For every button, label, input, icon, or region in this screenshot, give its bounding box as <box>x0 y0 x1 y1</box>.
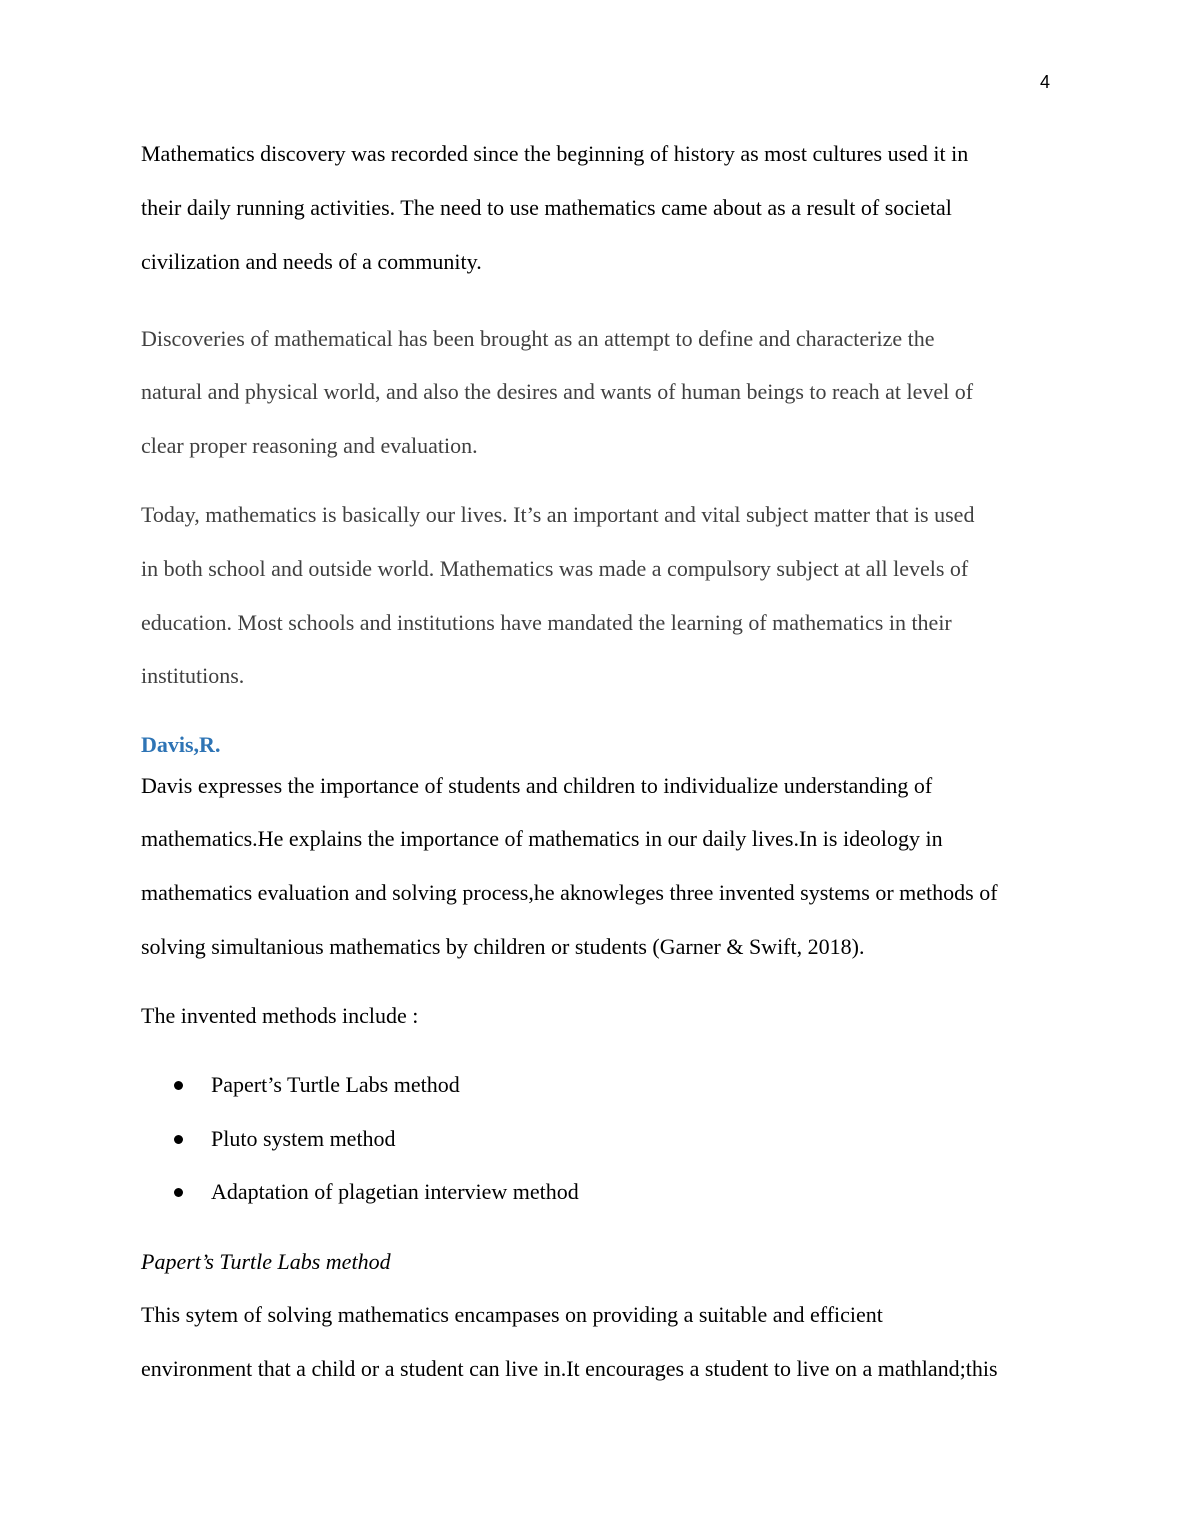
discoveries-line-1: Discoveries of mathematical has been brought as an attempt to define and characterize the <box>141 326 935 351</box>
discoveries-line-3: clear proper reasoning and evaluation. <box>141 433 478 458</box>
davis-line-2: mathematics.He explains the importance of mathematics in our daily lives.In is ideology in <box>141 826 943 851</box>
davis-line-3: mathematics evaluation and solving process,he aknowleges three invented systems or methods of <box>141 880 998 905</box>
intro-line-1: Mathematics discovery was recorded since the beginning of history as most cultures used it in <box>141 141 969 166</box>
today-line-1: Today, mathematics is basically our lives. It’s an important and vital subject matter that is used <box>141 502 975 527</box>
page-number: 4 <box>1040 72 1051 92</box>
intro-line-3: civilization and needs of a community. <box>141 249 482 274</box>
methods-intro: The invented methods include : <box>141 1003 419 1028</box>
turtle-line-1: This sytem of solving mathematics encampases on providing a suitable and efficient <box>141 1302 883 1327</box>
list-item-label: Pluto system method <box>211 1126 396 1151</box>
today-line-3: education. Most schools and institutions have mandated the learning of mathematics in their <box>141 610 952 635</box>
intro-line-2: their daily running activities. The need to use mathematics came about as a result of societal <box>141 195 952 220</box>
davis-heading: Davis,R. <box>141 732 221 757</box>
bullet-icon <box>174 1081 183 1090</box>
davis-line-1: Davis expresses the importance of students and children to individualize understanding of <box>141 773 933 798</box>
list-item-label: Adaptation of plagetian interview method <box>211 1179 579 1204</box>
turtle-heading: Papert’s Turtle Labs method <box>141 1249 391 1274</box>
today-line-2: in both school and outside world. Mathematics was made a compulsory subject at all levels of <box>141 556 969 581</box>
list-item-label: Papert’s Turtle Labs method <box>211 1072 460 1097</box>
davis-line-4: solving simultanious mathematics by children or students (Garner & Swift, 2018). <box>141 934 865 959</box>
turtle-line-2: environment that a child or a student can live in.It encourages a student to live on a mathland;this <box>141 1356 998 1381</box>
today-line-4: institutions. <box>141 663 245 688</box>
bullet-icon <box>174 1188 183 1197</box>
bullet-icon <box>174 1135 183 1144</box>
discoveries-line-2: natural and physical world, and also the desires and wants of human beings to reach at level of <box>141 379 974 404</box>
